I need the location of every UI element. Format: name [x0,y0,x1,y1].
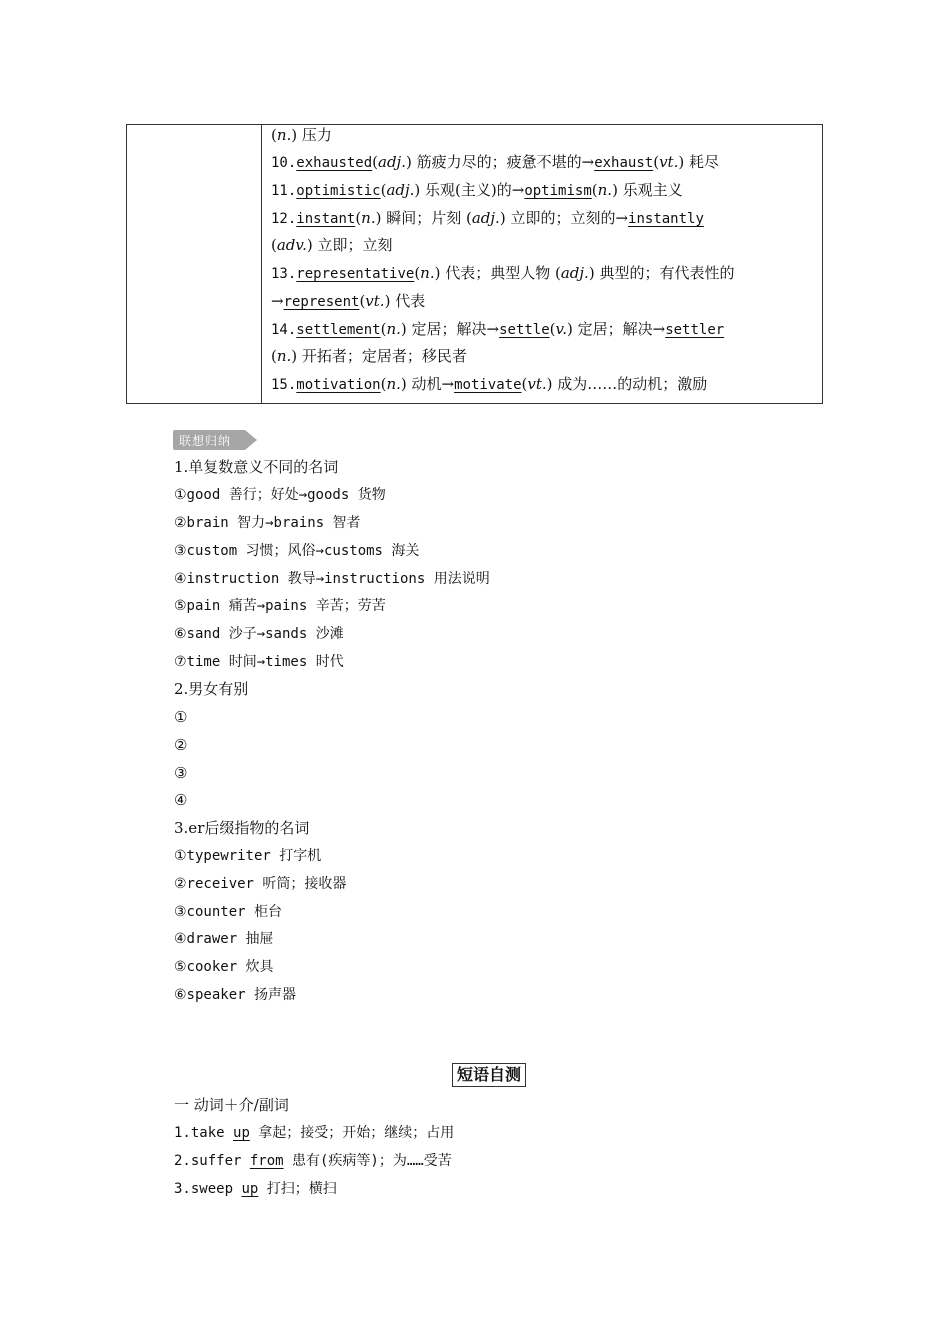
pos-tag: n. [361,209,376,227]
table-line [271,235,393,255]
paren: ( [591,181,598,199]
phrase-verb: 1.take [174,1125,234,1141]
phrase-item [174,1123,454,1143]
definition: ) 筋疲力尽的；疲惫不堪的→ [405,153,595,171]
item-number: 14. [271,322,297,338]
list-item: ④ [174,791,188,809]
assoc-heading: 3.er后缀指物的名词 [174,819,310,837]
table-line [271,374,707,395]
table-line [271,263,734,284]
paren: ( [549,320,556,338]
list-item: ⑥speaker 扬声器 [174,987,296,1003]
answer-word: up [233,1125,250,1141]
answer-word: up [241,1181,259,1197]
answer-word: from [249,1153,284,1169]
section-title: 短语自测 [452,1063,526,1087]
answer-word: motivate [454,377,522,393]
paren: ( [380,181,387,199]
definition: 打扫；横扫 [258,1181,337,1197]
paren: ( [372,153,379,171]
phrase-heading: 一 动词＋介/副词 [174,1096,289,1114]
answer-word: optimism [524,183,592,199]
definition: ) 立即的；立刻的→ [499,209,629,227]
answer-word: representative [296,266,415,282]
definition: ) 压力 [291,126,332,144]
pos-tag: n. [276,126,292,144]
table-left-cell [127,125,262,403]
table-line [271,208,704,229]
pos-tag: adj. [560,264,589,282]
list-item: ⑤pain 痛苦→pains 辛苦；劳苦 [174,598,386,614]
definition: ) 定居；解决→ [567,320,666,338]
definition: ) 瞬间；片刻 ( [375,209,472,227]
pos-tag: n. [597,181,613,199]
item-number: 13. [271,266,297,282]
pos-tag: adj. [471,209,500,227]
pos-tag: adv. [276,236,307,254]
pos-tag: n. [386,375,401,393]
answer-word: instant [296,211,356,227]
list-item: ⑥sand 沙子→sands 沙滩 [174,626,344,642]
answer-word: motivation [296,377,381,393]
section-tag [173,430,263,450]
pos-tag: adj. [378,153,406,171]
definition: ) 立即；立刻 [306,236,393,254]
table-line [271,152,719,173]
item-number: 10. [271,155,297,171]
table-line [271,346,467,366]
phrase-item [174,1179,337,1199]
vocab-table [126,124,823,404]
definition: 拿起；接受；开始；继续；占用 [249,1125,455,1141]
pos-tag: n. [386,320,401,338]
paren: ( [271,126,277,144]
list-item: ④instruction 教导→instructions 用法说明 [174,571,490,587]
definition: ) 乐观(主义)的→ [414,181,525,199]
definition: ) 开拓者；定居者；移民者 [291,347,467,365]
answer-word: settler [665,322,725,338]
list-item: ⑤cooker 炊具 [174,959,274,975]
pos-tag: vt. [659,153,679,171]
list-item: ③counter 柜台 [174,904,282,920]
definition: ) 定居；解决→ [400,320,500,338]
pos-tag: n. [420,264,435,282]
definition: ) 耗尽 [678,153,719,171]
definition: 患有(疾病等)；为……受苦 [283,1153,452,1169]
list-item: ① [174,708,188,726]
paren: ( [271,347,277,365]
paren: ( [271,236,277,254]
table-line [271,125,332,145]
paren: ( [653,153,660,171]
list-item: ④drawer 抽屉 [174,931,274,947]
paren: ( [380,375,387,393]
item-number: 15. [271,377,297,393]
phrase-verb: 2.suffer [174,1153,250,1169]
pos-tag: v. [555,320,567,338]
list-item: ⑦time 时间→times 时代 [174,654,344,670]
pos-tag: vt. [527,375,547,393]
answer-word: exhausted [296,155,373,171]
paren: ( [521,375,528,393]
definition: ) 典型的；有代表性的 [588,264,735,282]
answer-word: exhaust [594,155,654,171]
arrow: → [271,292,284,310]
phrase-verb: 3.sweep [174,1181,242,1197]
answer-word: settlement [296,322,381,338]
answer-word: instantly [628,211,704,227]
list-item: ②receiver 听筒；接收器 [174,876,347,892]
definition: ) 代表；典型人物 ( [434,264,561,282]
answer-word: optimistic [296,183,381,199]
definition: ) 代表 [384,292,426,310]
table-line [271,319,724,340]
pos-tag: adj. [386,181,415,199]
definition: ) 成为……的动机；激励 [546,375,708,393]
paren: ( [414,264,421,282]
answer-word: settle [499,322,550,338]
pos-tag: vt. [365,292,385,310]
phrase-item [174,1151,452,1171]
answer-word: represent [283,294,360,310]
list-item: ①good 善行；好处→goods 货物 [174,487,386,503]
list-item: ③custom 习惯；风俗→customs 海关 [174,543,420,559]
paren: ( [380,320,387,338]
definition: ) 乐观主义 [612,181,683,199]
table-line [271,180,683,201]
item-number: 12. [271,211,297,227]
list-item: ②brain 智力→brains 智者 [174,515,361,531]
assoc-heading: 1.单复数意义不同的名词 [174,458,339,476]
paren: ( [355,209,362,227]
item-number: 11. [271,183,297,199]
paren: ( [359,292,366,310]
assoc-heading: 2.男女有别 [174,680,249,698]
list-item: ③ [174,764,188,782]
table-line [271,291,425,312]
list-item: ①typewriter 打字机 [174,848,322,864]
list-item: ② [174,736,188,754]
section-tag-label: 联想归纳 [179,434,232,448]
definition: ) 动机→ [400,375,455,393]
pos-tag: n. [276,347,292,365]
